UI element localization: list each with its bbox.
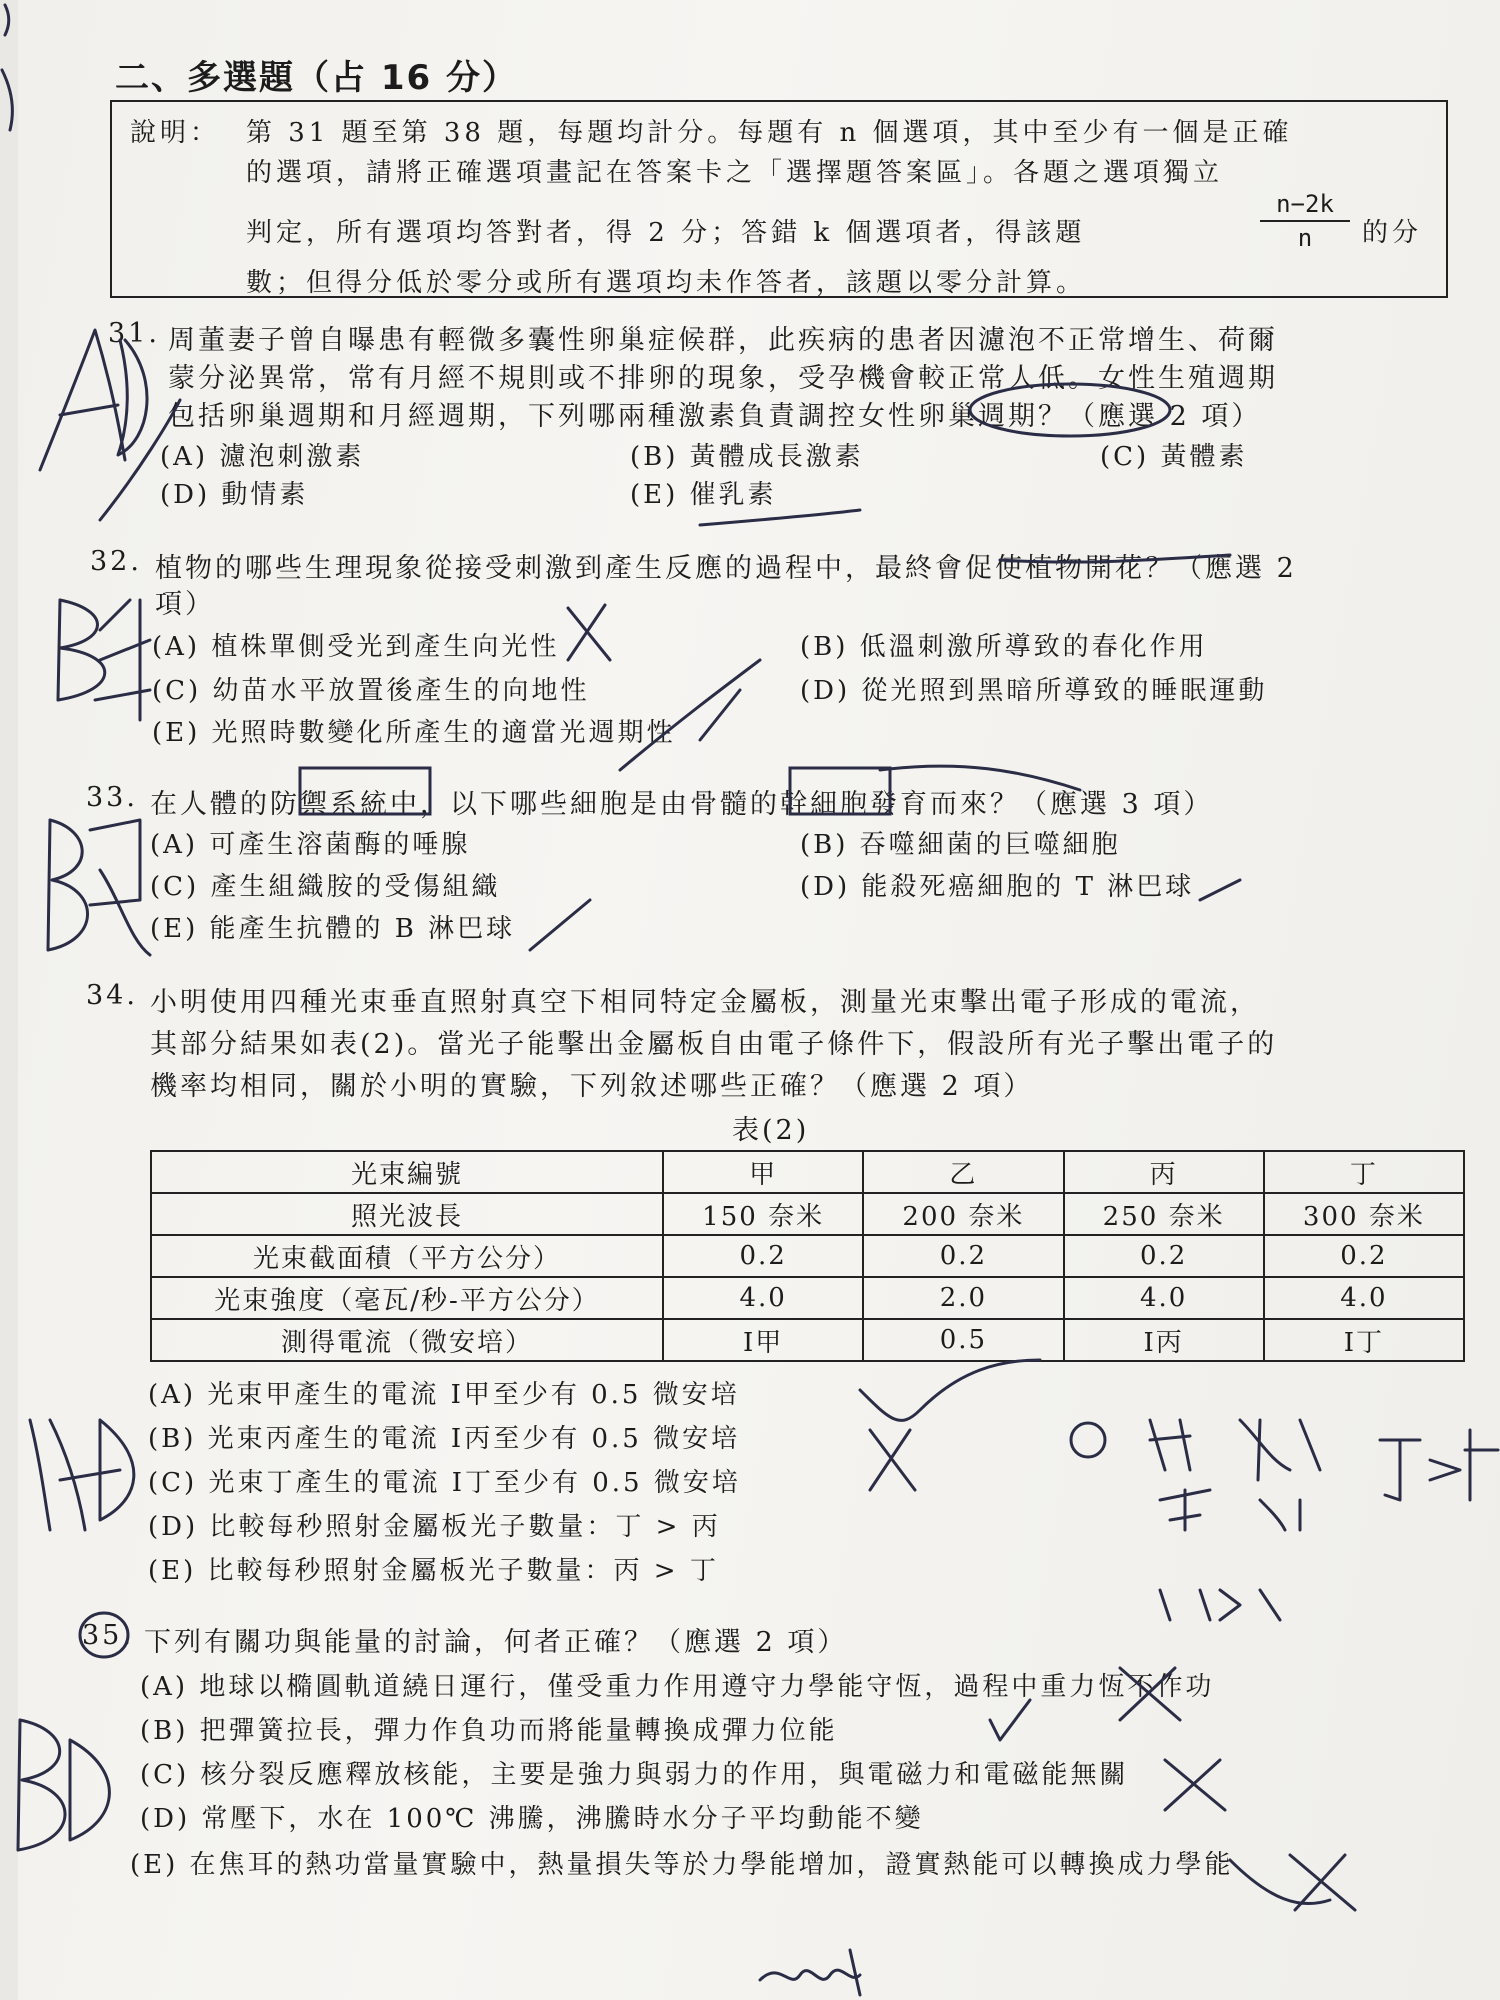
table-caption: 表(2) bbox=[732, 1115, 810, 1146]
table-cell: 0.5 bbox=[863, 1319, 1063, 1361]
table-cell: 0.2 bbox=[1064, 1235, 1264, 1277]
q34-option-a: (A) 光束甲產生的電流 I甲至少有 0.5 微安培 bbox=[148, 1380, 740, 1410]
q35-option-a: (A) 地球以橢圓軌道繞日運行，僅受重力作用遵守力學能守恆，過程中重力恆不作功 bbox=[140, 1672, 1215, 1702]
table-row bbox=[151, 1193, 1464, 1235]
instructions-line-2: 的選項，請將正確選項畫記在答案卡之「選擇題答案區」。各題之選項獨立 bbox=[246, 158, 1224, 188]
fraction-bar bbox=[1260, 220, 1350, 222]
q35-option-d: (D) 常壓下，水在 100℃ 沸騰，沸騰時水分子平均動能不變 bbox=[140, 1804, 924, 1834]
score-fraction bbox=[1260, 190, 1350, 252]
table-cell: 照光波長 bbox=[151, 1193, 663, 1235]
fraction-numerator: n−2k bbox=[1276, 190, 1334, 218]
q31-option-a: (A) 濾泡刺激素 bbox=[160, 442, 365, 472]
table-cell: 丙 bbox=[1064, 1151, 1264, 1193]
q32-stem-line-2: 項） bbox=[155, 589, 215, 620]
table-cell: 0.2 bbox=[1264, 1235, 1464, 1277]
fraction-denominator: n bbox=[1297, 224, 1313, 252]
instructions-label: 說明： bbox=[130, 118, 221, 148]
table-cell: 丁 bbox=[1264, 1151, 1464, 1193]
q32-option-e: (E) 光照時數變化所產生的適當光週期性 bbox=[152, 718, 676, 748]
instructions-line-1: 第 31 題至第 38 題，每題均計分。每題有 n 個選項，其中至少有一個是正確 bbox=[246, 118, 1293, 148]
table-cell: 光束截面積（平方公分） bbox=[151, 1235, 663, 1277]
table-cell: 250 奈米 bbox=[1064, 1193, 1264, 1235]
table-row bbox=[151, 1151, 1464, 1193]
q33-number: 33. bbox=[86, 782, 138, 813]
table-cell: 300 奈米 bbox=[1264, 1193, 1464, 1235]
q31-option-e: (E) 催乳素 bbox=[630, 480, 777, 510]
table-cell: 光束強度（毫瓦/秒-平方公分） bbox=[151, 1277, 663, 1319]
table-cell: 甲 bbox=[663, 1151, 863, 1193]
q35-option-b: (B) 把彈簧拉長，彈力作負功而將能量轉換成彈力位能 bbox=[140, 1716, 838, 1746]
q35-option-c: (C) 核分裂反應釋放核能，主要是強力與弱力的作用，與電磁力和電磁能無關 bbox=[140, 1760, 1129, 1790]
ink-scribble bbox=[2, 5, 12, 130]
q35-option-e: (E) 在焦耳的熱功當量實驗中，熱量損失等於力學能增加，證實熱能可以轉換成力學能 bbox=[130, 1850, 1234, 1880]
q35-stem-line-1: 下列有關功與能量的討論，何者正確？（應選 2 項） bbox=[144, 1627, 848, 1658]
q34-stem-line-2: 其部分結果如表(2)。當光子能擊出金屬板自由電子條件下，假設所有光子擊出電子的 bbox=[150, 1029, 1278, 1060]
table-cell: I甲 bbox=[663, 1319, 863, 1361]
table-cell: 2.0 bbox=[863, 1277, 1063, 1319]
q34-option-e: (E) 比較每秒照射金屬板光子數量：丙 > 丁 bbox=[148, 1556, 719, 1586]
q34-option-b: (B) 光束丙產生的電流 I丙至少有 0.5 微安培 bbox=[148, 1424, 741, 1454]
q31-option-c: (C) 黃體素 bbox=[1100, 442, 1248, 472]
instructions-line-3b: 的分 bbox=[1362, 218, 1423, 248]
table-row bbox=[151, 1235, 1464, 1277]
instructions-line-3a: 判定，所有選項均答對者，得 2 分；答錯 k 個選項者，得該題 bbox=[246, 218, 1086, 248]
q31-stem-line-1: 周董妻子曾自曝患有輕微多囊性卵巢症候群，此疾病的患者因濾泡不正常增生、荷爾 bbox=[168, 325, 1278, 356]
q31-option-b: (B) 黃體成長激素 bbox=[630, 442, 864, 472]
q33-option-c: (C) 產生組織胺的受傷組織 bbox=[150, 872, 501, 902]
data-table-2 bbox=[150, 1150, 1465, 1362]
table-cell: 200 奈米 bbox=[863, 1193, 1063, 1235]
q32-option-b: (B) 低溫刺激所導致的春化作用 bbox=[800, 632, 1208, 662]
q33-stem-line-1: 在人體的防禦系統中，以下哪些細胞是由骨髓的幹細胞發育而來？（應選 3 項） bbox=[150, 789, 1214, 820]
q34-option-d: (D) 比較每秒照射金屬板光子數量：丁 > 丙 bbox=[148, 1512, 721, 1542]
q34-stem-line-3: 機率均相同，關於小明的實驗，下列敘述哪些正確？（應選 2 項） bbox=[150, 1071, 1034, 1102]
q34-stem-line-1: 小明使用四種光束垂直照射真空下相同特定金屬板，測量光束擊出電子形成的電流， bbox=[150, 987, 1260, 1018]
q31-number: 31. bbox=[108, 318, 160, 349]
q33-option-e: (E) 能產生抗體的 B 淋巴球 bbox=[150, 914, 516, 944]
q35-number: 35. bbox=[82, 1620, 134, 1651]
instructions-line-4: 數；但得分低於零分或所有選項均未作答者，該題以零分計算。 bbox=[246, 268, 1087, 298]
q33-option-d: (D) 能殺死癌細胞的 T 淋巴球 bbox=[800, 872, 1195, 902]
table-cell: 測得電流（微安培） bbox=[151, 1319, 663, 1361]
q31-stem-line-2: 蒙分泌異常，常有月經不規則或不排卵的現象，受孕機會較正常人低。女性生殖週期 bbox=[168, 363, 1278, 394]
q32-stem-line-1: 植物的哪些生理現象從接受刺激到產生反應的過程中，最終會促使植物開花？（應選 2 bbox=[155, 553, 1297, 584]
table-cell: 150 奈米 bbox=[663, 1193, 863, 1235]
q33-option-a: (A) 可產生溶菌酶的唾腺 bbox=[150, 830, 471, 860]
q32-number: 32. bbox=[90, 546, 142, 577]
table-cell: 0.2 bbox=[863, 1235, 1063, 1277]
section-title: 二、多選題（占 16 分） bbox=[115, 58, 518, 98]
table-cell: 4.0 bbox=[663, 1277, 863, 1319]
table-cell: 0.2 bbox=[663, 1235, 863, 1277]
q31-stem-line-3: 包括卵巢週期和月經週期，下列哪兩種激素負責調控女性卵巢週期？（應選 2 項） bbox=[168, 401, 1262, 432]
table-cell: 乙 bbox=[863, 1151, 1063, 1193]
table-row bbox=[151, 1277, 1464, 1319]
table-cell: 4.0 bbox=[1264, 1277, 1464, 1319]
table-cell: I丙 bbox=[1064, 1319, 1264, 1361]
q32-option-d: (D) 從光照到黑暗所導致的睡眠運動 bbox=[800, 676, 1268, 706]
table-cell: I丁 bbox=[1264, 1319, 1464, 1361]
q33-option-b: (B) 吞噬細菌的巨噬細胞 bbox=[800, 830, 1121, 860]
q31-option-d: (D) 動情素 bbox=[160, 480, 309, 510]
table-cell: 4.0 bbox=[1064, 1277, 1264, 1319]
q34-number: 34. bbox=[86, 980, 138, 1011]
q34-option-c: (C) 光束丁產生的電流 I丁至少有 0.5 微安培 bbox=[148, 1468, 741, 1498]
q32-option-c: (C) 幼苗水平放置後產生的向地性 bbox=[152, 676, 590, 706]
table-row bbox=[151, 1319, 1464, 1361]
q32-option-a: (A) 植株單側受光到產生向光性 bbox=[152, 632, 560, 662]
table-cell: 光束編號 bbox=[151, 1151, 663, 1193]
